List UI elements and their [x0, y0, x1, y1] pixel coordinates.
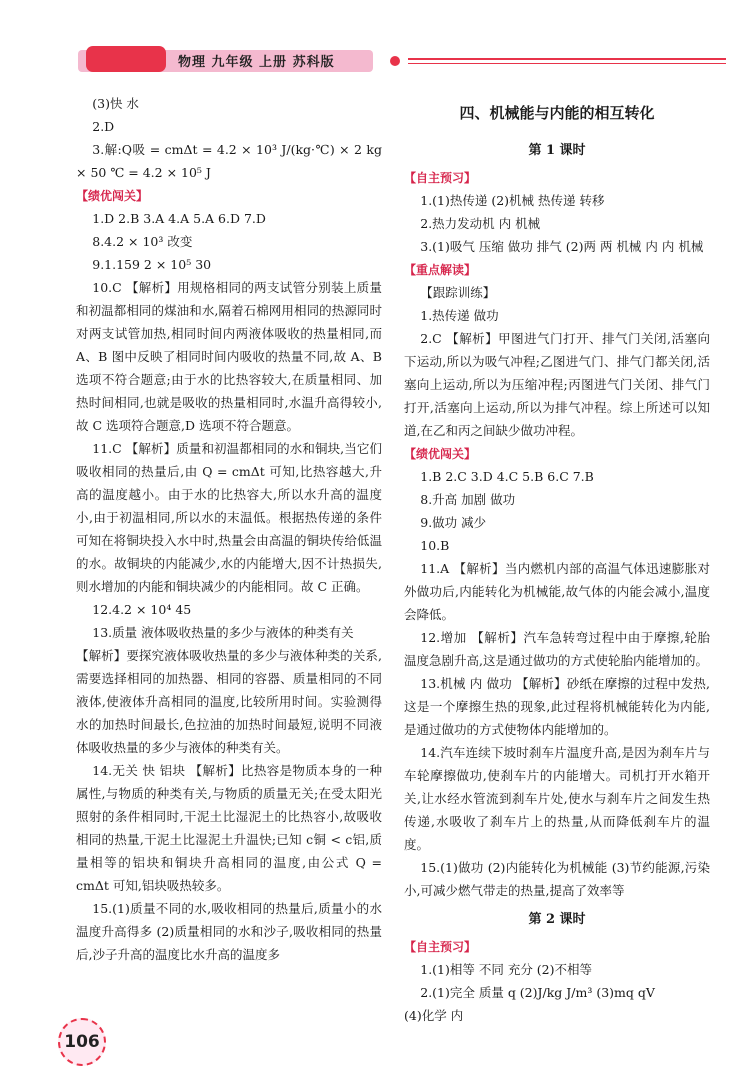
right-column: [404, 92, 710, 1027]
lesson-title: 第 2 课时: [528, 912, 586, 927]
answer-paragraph: 10.C 【解析】用规格相同的两支试管分别装上质量和初温都相同的煤油和水,隔着石棉网用相同的热源同时对两支试管加热,相同时间内两液体吸收的热量相同,而 A、B 图中反映了相同时间内吸收的热量不同,故 A、B 选项不符合题意;由于水的比热容较大,在质量相同、加热时间相同,也就是吸收的热量相同时,水温升高得较小,故 C 选项符合题意,D 选项不符合题意。: [76, 280, 382, 433]
section-label: 【绩优闯关】: [76, 189, 149, 203]
left-column: [76, 92, 382, 966]
section-label: 【自主预习】: [404, 940, 477, 954]
answer-line: (3)快 水: [92, 96, 139, 111]
answer-paragraph: 11.A 【解析】当内燃机内部的高温气体迅速膨胀对外做功后,内能转化为机械能,故气体的内能会减小,温度会降低。: [404, 561, 710, 622]
answer-line: 1.(1)热传递 (2)机械 热传递 转移: [420, 193, 605, 208]
answer-line: 1.D 2.B 3.A 4.A 5.A 6.D 7.D: [92, 211, 266, 226]
answer-paragraph: 12.增加 【解析】汽车急转弯过程中由于摩擦,轮胎温度急剧升高,这是通过做功的方式使轮胎内能增加的。: [404, 630, 710, 668]
answer-line: (4)化学 内: [404, 1008, 464, 1023]
answer-paragraph: 【解析】要探究液体吸收热量的多少与液体种类的关系,需要选择相同的加热器、相同的容器、质量相同的不同液体,使液体升高相同的温度,比较所用时间。实验测得水的加热时间最长,色拉油的加热时间最短,说明不同液体吸收热量的多少与液体的种类有关。: [76, 648, 382, 755]
header-title: 物理 九年级 上册 苏科版: [178, 55, 335, 70]
answer-line: 10.B: [420, 538, 450, 553]
section-label: 【自主预习】: [404, 171, 477, 185]
answer-line: 2.D: [92, 119, 115, 134]
answer-line: 8.升高 加剧 做功: [420, 492, 516, 507]
answer-line: 13.质量 液体吸收热量的多少与液体的种类有关: [92, 625, 354, 640]
answer-line: 3.(1)吸气 压缩 做功 排气 (2)两 两 机械 内 内 机械: [420, 239, 704, 254]
header-rule-bottom: [408, 63, 726, 64]
answer-line: 2.(1)完全 质量 q (2)J/kg J/m³ (3)mq qV: [420, 985, 655, 1000]
answer-line: 9.1.159 2 × 10⁵ 30: [92, 257, 212, 272]
answer-line: 3.解:Q吸 = cmΔt = 4.2 × 10³ J/(kg·℃) × 2 kg × 50 ℃ = 4.2 × 10⁵ J: [76, 142, 382, 180]
answer-paragraph: 14.汽车连续下坡时刹车片温度升高,是因为刹车片与车轮摩擦做功,使刹车片的内能增大。司机打开水箱开关,让水经水管流到刹车片处,使水与刹车片之间发生热传递,水吸收了刹车片上的热量,从而降低刹车片的温度。: [404, 745, 710, 852]
answer-line: 8.4.2 × 10³ 改变: [92, 234, 193, 249]
section-title: 四、机械能与内能的相互转化: [459, 104, 655, 122]
answer-line: 12.4.2 × 10⁴ 45: [92, 602, 192, 617]
page-header: [68, 46, 728, 86]
header-rule-top: [408, 58, 726, 60]
section-label: 【重点解读】: [404, 263, 477, 277]
answer-paragraph: 15.(1)质量不同的水,吸收相同的热量后,质量小的水温度升高得多 (2)质量相同的水和沙子,吸收相同的热量后,沙子升高的温度比水升高的温度多: [76, 901, 382, 962]
answer-line: 【跟踪训练】: [420, 285, 496, 300]
answer-line: 2.热力发动机 内 机械: [420, 216, 541, 231]
answer-line: 1.(1)相等 不同 充分 (2)不相等: [420, 962, 593, 977]
answer-line: 1.B 2.C 3.D 4.C 5.B 6.C 7.B: [420, 469, 594, 484]
header-dot: [390, 56, 400, 66]
answer-paragraph: 13.机械 内 做功 【解析】砂纸在摩擦的过程中发热,这是一个摩擦生热的现象,此过程将机械能转化为内能,是通过做功的方式使物体内能增加的。: [404, 676, 710, 737]
answer-paragraph: 2.C 【解析】甲图进气门打开、排气门关闭,活塞向下运动,所以为吸气冲程;乙图进气门、排气门都关闭,活塞向上运动,所以为压缩冲程;丙图进气门关闭、排气门打开,活塞向上运动,所以为排气冲程。综上所述可以知道,在乙和丙之间缺少做功冲程。: [404, 331, 710, 438]
answer-line: 9.做功 减少: [420, 515, 487, 530]
answer-paragraph: 14.无关 快 铝块 【解析】比热容是物质本身的一种属性,与物质的种类有关,与物质的质量无关;在受太阳光照射的条件相同时,干泥土比湿泥土的比热容小,故吸收相同的热量,干泥土比湿泥土升温快;已知 c铜 < c铝,质量相等的铝块和铜块升高相同的温度,由公式 Q = cmΔt 可知,铝块吸热较多。: [76, 763, 382, 893]
section-label: 【绩优闯关】: [404, 447, 477, 461]
answer-line: 1.热传递 做功: [420, 308, 499, 323]
lesson-title: 第 1 课时: [528, 143, 586, 158]
header-red-tab: [86, 46, 166, 72]
page-number: 106: [58, 1018, 106, 1066]
answer-paragraph: 11.C 【解析】质量和初温都相同的水和铜块,当它们吸收相同的热量后,由 Q = cmΔt 可知,比热容越大,升高的温度越小。由于水的比热容大,所以水升高的温度小,由于初温相同,所以水的末温低。根据热传递的条件可知在将铜块投入水中时,热量会由高温的铜块传给低温的水。故铜块的内能减少,水的内能增大,因不计热损失,则水增加的内能和铜块减少的内能相同。故 C 正确。: [76, 441, 382, 594]
answer-paragraph: 15.(1)做功 (2)内能转化为机械能 (3)节约能源,污染小,可减少燃气带走的热量,提高了效率等: [404, 860, 710, 898]
